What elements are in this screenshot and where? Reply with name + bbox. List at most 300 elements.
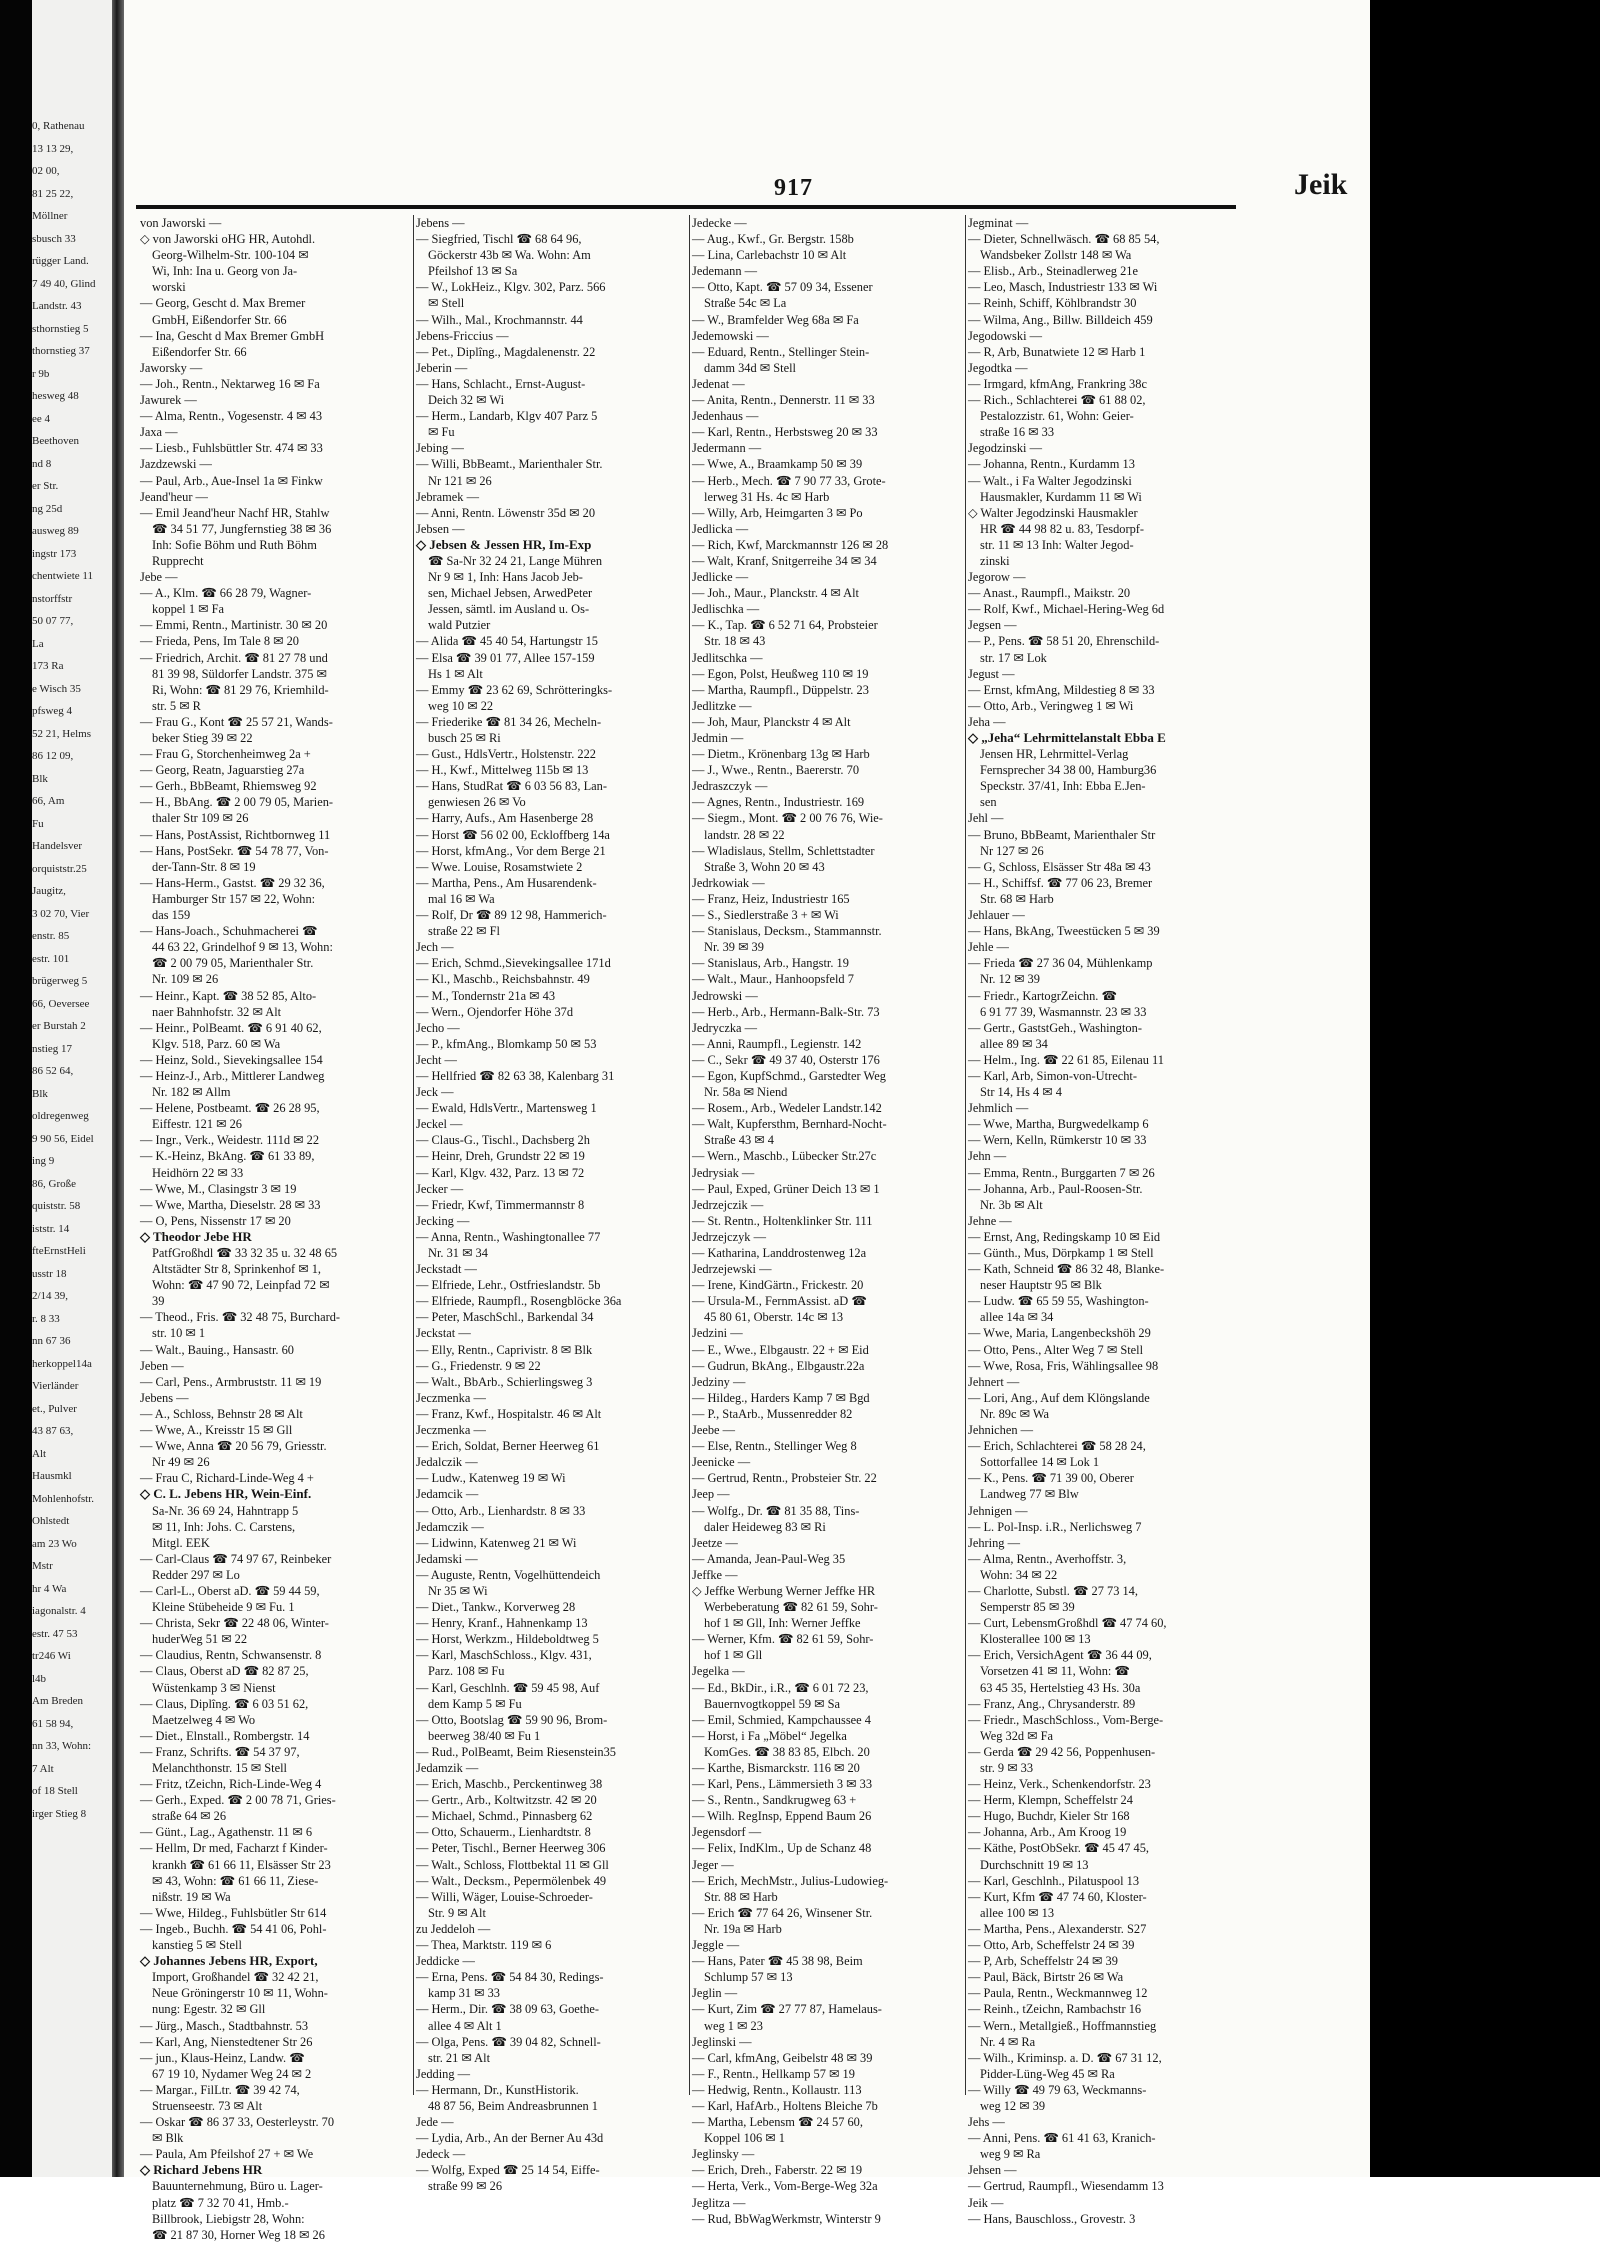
directory-entry: — Otto, Arb., Veringweg 1 ✉ Wi [968,698,1134,713]
directory-entry: Str. 9 ✉ Alt [428,1905,486,1920]
adjacent-page-text: Möllner [32,210,68,222]
directory-entry: 6 91 77 39, Wasmannstr. 23 ✉ 33 [980,1004,1147,1019]
adjacent-page-text: Vierländer [32,1380,79,1392]
directory-entry: straße 64 ✉ 26 [152,1809,227,1824]
directory-entry: Nr. 89c ✉ Wa [980,1406,1050,1421]
directory-entry: — Paul, Arb., Aue-Insel 1a ✉ Finkw [140,473,323,488]
directory-entry: Wohn: 34 ✉ 22 [980,1567,1058,1582]
directory-entry: — Walt., Schloss, Flottbektal 11 ✉ Gll [416,1857,609,1872]
directory-entry: str. 21 ✉ Alt [428,2050,491,2065]
directory-entry: — Kl., Maschb., Reichsbahnstr. 49 [416,972,590,987]
directory-entry: — Claus-G., Tischl., Dachsberg 2h [416,1133,590,1148]
directory-entry: — jun., Klaus-Heinz, Landw. ☎ [140,2050,305,2065]
adjacent-page-text: Blk [32,772,48,785]
directory-entry: — Gerda ☎ 29 42 56, Poppenhusen- [968,1744,1156,1759]
directory-entry: — Karl, MaschSchloss., Klgv. 431, [416,1648,592,1663]
directory-entry: — Karl, Rentn., Herbstsweg 20 ✉ 33 [692,425,878,440]
directory-entry: Jeenicke — [692,1455,751,1470]
directory-entry: — Friedr., KartogrZeichn. ☎ [968,988,1117,1003]
directory-entry: — Elisb., Arb., Steinadlerweg 21e [968,264,1138,279]
directory-entry: Jedraszczyk — [692,779,768,794]
directory-entry: Nr 9 ✉ 1, Inh: Hans Jacob Jeb- [428,570,583,585]
adjacent-page-text: 173 Ra [32,660,64,672]
directory-entry: — Eduard, Rentn., Stellinger Stein- [692,344,870,359]
directory-entry: — Otto, Pens., Alter Weg 7 ✉ Stell [968,1342,1144,1357]
directory-entry: Jedrowski — [692,988,758,1003]
directory-entry: Jedlicke — [692,570,749,585]
adjacent-page-text: Mstr [32,1560,53,1572]
adjacent-page-text: er Str. [32,480,59,492]
directory-entry: Jecker — [416,1181,464,1196]
directory-entry: Koppel 106 ✉ 1 [704,2131,785,2146]
directory-entry: — Irene, KindGärtn., Frickestr. 20 [692,1278,864,1293]
adjacent-page-text: Mohlenhofstr. [32,1492,95,1505]
directory-entry: — G., Friedenstr. 9 ✉ 22 [416,1358,541,1373]
directory-entry: — Franz, Kwf., Hospitalstr. 46 ✉ Alt [416,1406,602,1421]
directory-entry: ✉ 43, Wohn: ☎ 61 66 11, Ziese- [152,1873,319,1888]
directory-entry: — P., StaArb., Mussenredder 82 [692,1406,853,1421]
directory-entry: — H., Schiffsf. ☎ 77 06 23, Bremer [968,875,1153,890]
adjacent-page-text: nn 67 36 [32,1335,71,1347]
directory-entry: — Elfriede, Raumpfl., Rosengblöcke 36a [416,1294,622,1309]
adjacent-page-text: 2/14 39, [32,1290,69,1302]
adjacent-page-text: sbusch 33 [32,232,76,245]
directory-entry: — Hermann, Dr., KunstHistorik. [416,2082,579,2097]
adjacent-page-text: r 9b [32,367,50,380]
directory-entry: — Heinz-J., Arb., Mittlerer Landweg [140,1068,325,1083]
directory-entry: — Walt, Kranf, Snitgerreihe 34 ✉ 34 [692,553,877,568]
directory-entry: Jehnichen — [968,1423,1034,1438]
directory-entry: Jedermann — [692,441,762,456]
directory-entry: — Hans, Schlacht., Ernst-August- [416,376,586,391]
directory-entry: — Egon, KupfSchmd., Garstedter Weg [692,1068,886,1083]
directory-entry: kanstieg 5 ✉ Stell [152,1938,242,1953]
directory-entry: — Anni, Pens. ☎ 61 41 63, Kranich- [968,2131,1156,2146]
firm-entry: ◇ „Jeha“ Lehrmittelanstalt Ebba E [968,730,1166,745]
directory-entry: — Wern., Maschb., Lübecker Str.27c [692,1149,877,1164]
directory-entry: — O, Pens, Nissenstr 17 ✉ 20 [140,1213,291,1228]
directory-entry: Nr. 31 ✉ 34 [428,1246,488,1260]
directory-entry: koppel 1 ✉ Fa [152,602,224,617]
directory-entry: — Claus, Oberst aD ☎ 82 87 25, [140,1664,309,1679]
adjacent-page-text: La [32,637,44,650]
directory-entry: Sottorfallee 14 ✉ Lok 1 [980,1455,1100,1470]
directory-entry: beerweg 38/40 ✉ Fu 1 [428,1728,541,1743]
directory-entry: Durchschnitt 19 ✉ 13 [980,1857,1089,1872]
directory-entry: — Gerh., Exped. ☎ 2 00 78 71, Gries- [140,1793,336,1808]
directory-entry: — Hans-Joach., Schuhmacherei ☎ [140,924,318,939]
column-2 [416,215,686,2194]
directory-entry: — Ed., BkDir., i.R., ☎ 6 01 72 23, [692,1680,869,1695]
directory-entry: — Karl, HafArb., Holtens Bleiche 7b [692,2098,878,2113]
directory-entry: Nr. 3b ✉ Alt [980,1197,1043,1212]
directory-entry: — Elly, Rentn., Caprivistr. 8 ✉ Blk [416,1342,593,1357]
directory-entry: Jedlitzke — [692,698,752,713]
directory-entry: Wandsbeker Zollstr 148 ✉ Wa [980,248,1132,263]
directory-entry: — Anni, Raumpfl., Legienstr. 142 [692,1036,862,1051]
directory-entry: Bauernvogtkoppel 59 ✉ Sa [704,1696,840,1711]
directory-entry: — Wwe, Martha, Dieselstr. 28 ✉ 33 [140,1197,321,1212]
directory-entry: Jebens — [416,216,465,230]
directory-entry: Jehsen — [968,2163,1017,2178]
directory-entry: Nr 35 ✉ Wi [428,1583,488,1598]
directory-entry: Jede — [416,2115,454,2130]
directory-entry: — Stanislaus, Arb., Hangstr. 19 [692,956,849,971]
directory-entry: Jedeck — [416,2147,466,2162]
directory-entry: Jegorow — [968,570,1026,585]
directory-entry: 67 19 10, Nydamer Weg 24 ✉ 2 [152,2066,312,2081]
directory-entry: Jehmlich — [968,1101,1029,1116]
directory-entry: Jeglinsky — [692,2147,755,2162]
directory-entry: — Michael, Schmd., Pinnasberg 62 [416,1809,593,1824]
directory-entry: Jaworsky — [140,360,203,375]
directory-entry: Jedlischka — [692,602,760,617]
directory-entry: lerweg 31 Hs. 4c ✉ Harb [704,489,830,504]
directory-entry: hof 1 ✉ Gll, Inh: Werner Jeffke [704,1616,861,1631]
directory-entry: — Margar., FilLtr. ☎ 39 42 74, [140,2082,300,2097]
directory-entry: — Heinr., Kapt. ☎ 38 52 85, Alto- [140,988,317,1003]
directory-entry: — Friedrich, Archit. ☎ 81 27 78 und [140,650,328,665]
directory-entry: — Carl, Pens., Armbruststr. 11 ✉ 19 [140,1374,322,1389]
directory-entry: Hs 1 ✉ Alt [428,666,483,681]
directory-entry: Jebens-Friccius — [416,328,509,343]
directory-entry: der-Tann-Str. 8 ✉ 19 [152,859,256,874]
adjacent-page-text: 81 25 22, [32,187,74,200]
directory-entry: — Frieda, Pens, Im Tale 8 ✉ 20 [140,634,299,649]
directory-entry: — Karl, Klgv. 432, Parz. 13 ✉ 72 [416,1165,585,1180]
directory-entry: — Agnes, Rentn., Industriestr. 169 [692,795,865,810]
directory-entry: — Claudius, Rentn, Schwansenstr. 8 [140,1648,322,1663]
directory-entry: — Franz, Heiz, Industriestr 165 [692,891,850,906]
directory-entry: sen [980,795,997,810]
directory-entry: — Elfriede, Lehr., Ostfrieslandstr. 5b [416,1278,601,1293]
adjacent-page-text: estr. 101 [32,952,70,965]
adjacent-page-text: Hausmkl [32,1470,72,1482]
directory-entry: — F., Rentn., Hellkamp 57 ✉ 19 [692,2066,855,2081]
directory-entry: platz ☎ 7 32 70 41, Hmb.- [152,2195,289,2210]
directory-entry: Jazdzewski — [140,457,212,472]
directory-entry: 44 63 22, Grindelhof 9 ✉ 13, Wohn: [152,940,333,955]
directory-entry: — Rolf, Dr ☎ 89 12 98, Hammerich- [416,908,607,923]
directory-entry: Semperstr 85 ✉ 39 [980,1600,1075,1615]
directory-entry: — Walt., Maur., Hanhoopsfeld 7 [692,972,854,987]
directory-entry: Jedmin — [692,731,744,745]
adjacent-page-text: ng 25d [32,502,63,515]
directory-entry: — Hans, PostSekr. ☎ 54 78 77, Von- [140,843,329,858]
directory-entry: — Ernst, kfmAng, Mildestieg 8 ✉ 33 [968,682,1155,697]
directory-entry: Eiffestr. 121 ✉ 26 [152,1117,242,1132]
adjacent-page-text: estr. 47 53 [32,1627,78,1640]
directory-entry: — Emma, Rentn., Burggarten 7 ✉ 26 [968,1165,1155,1180]
directory-entry: Str. 18 ✉ 43 [704,634,766,649]
directory-entry: Jedamski — [416,1551,478,1566]
directory-entry: — Christa, Sekr ☎ 22 48 06, Winter- [140,1616,329,1631]
directory-entry: Jedrkowiak — [692,875,765,890]
directory-entry: — Erich, Dreh., Faberstr. 22 ✉ 19 [692,2163,863,2178]
directory-entry: — Ludw., Katenweg 19 ✉ Wi [416,1471,566,1486]
directory-entry: Landweg 77 ✉ Blw [980,1487,1079,1502]
directory-entry: Nr. 182 ✉ Allm [152,1085,231,1100]
directory-entry: — Rosem., Arb., Wedeler Landstr.142 [692,1101,882,1116]
directory-entry: — Kath, Schneid ☎ 86 32 48, Blanke- [968,1262,1165,1277]
directory-entry: Inh: Sofie Böhm und Ruth Böhm [152,537,317,552]
directory-entry: Pidder-Lüng-Weg 45 ✉ Ra [980,2066,1115,2081]
directory-entry: landstr. 28 ✉ 22 [704,827,785,842]
directory-entry: Jeffke — [692,1567,738,1582]
directory-entry: Jedlicka — [692,521,749,536]
directory-entry: — Herb., Mech. ☎ 7 90 77 33, Grote- [692,473,886,488]
directory-entry: Jeha — [968,714,1006,729]
directory-entry: Mitgl. EEK [152,1535,210,1550]
directory-entry: — Alida ☎ 45 40 54, Hartungstr 15 [416,634,599,649]
directory-entry: Jedecke — [692,216,747,230]
adjacent-page-text: 43 87 63, [32,1425,74,1437]
directory-entry: naer Bahnhofstr. 32 ✉ Alt [152,1004,282,1019]
directory-entry: — Siegm., Mont. ☎ 2 00 76 76, Wie- [692,811,883,826]
directory-entry: Altstädter Str 8, Sprinkenhof ✉ 1, [152,1262,322,1277]
directory-entry: GmbH, Eißendorfer Str. 66 [152,312,287,327]
directory-entry: — Heinr, Dreh, Grundstr 22 ✉ 19 [416,1149,585,1164]
directory-entry: — Wwe, Maria, Langenbeckshöh 29 [968,1326,1151,1341]
directory-entry: Jegodowski — [968,328,1042,343]
directory-entry: — Wern., Metallgieß., Hoffmannstieg [968,2018,1157,2033]
directory-entry: Jeggle — [692,1938,740,1953]
directory-entry: — Lori, Ang., Auf dem Klöngslande [968,1390,1150,1405]
directory-entry: — Theod., Fris. ☎ 32 48 75, Burchard- [140,1310,341,1325]
directory-entry: — Hugo, Buchdr, Kieler Str 168 [968,1809,1130,1824]
directory-entry: — Otto, Bootslag ☎ 59 90 96, Brom- [416,1712,608,1727]
firm-entry: ◇ Theodor Jebe HR [140,1228,252,1244]
directory-entry: Jedemann — [692,264,758,279]
directory-entry: kamp 31 ✉ 33 [428,1986,500,2001]
directory-entry: — J., Wwe., Rentn., Baererstr. 70 [692,763,860,778]
directory-entry: Klgv. 518, Parz. 60 ✉ Wa [152,1036,281,1051]
adjacent-page-text: ingstr 173 [32,547,77,560]
directory-entry: Jeck — [416,1085,454,1100]
directory-entry: — Franz, Ang., Chrysanderstr. 89 [968,1696,1136,1711]
adjacent-page-text: 50 07 77, [32,615,74,627]
directory-entry: 45 80 61, Oberstr. 14c ✉ 13 [704,1310,844,1325]
directory-entry: — Otto, Arb, Scheffelstr 24 ✉ 39 [968,1938,1135,1953]
adjacent-page-text: 86, Große [32,1177,76,1190]
directory-entry: weg 1 ✉ 23 [704,2018,763,2033]
directory-entry: Billbrook, Liebigstr 28, Wohn: [152,2211,305,2226]
directory-entry: — Diet., Tankw., Korverweg 28 [416,1600,576,1615]
directory-entry: — Hellm, Dr med, Facharzt f Kinder- [140,1841,328,1856]
directory-entry: Jegsen — [968,618,1017,633]
directory-entry: — P., kfmAng., Blomkamp 50 ✉ 53 [416,1036,597,1051]
directory-entry: 81 39 98, Süldorfer Landstr. 375 ✉ [152,666,327,681]
adjacent-page-text: er Burstah 2 [32,1020,86,1032]
directory-entry: — Herm., Dir. ☎ 38 09 63, Goethe- [416,2002,600,2017]
directory-entry: — Carl-L., Oberst aD. ☎ 59 44 59, [140,1583,320,1598]
directory-entry: — Georg, Gescht d. Max Bremer [140,296,306,311]
directory-entry: Heidhörn 22 ✉ 33 [152,1165,244,1180]
directory-entry: — Irmgard, kfmAng, Frankring 38c [968,376,1147,391]
directory-entry: Jegensdorf — [692,1825,762,1840]
directory-entry: Jebe — [140,570,178,585]
directory-entry: Jecking — [416,1213,470,1228]
directory-entry: mal 16 ✉ Wa [428,891,495,906]
adjacent-page-text: 0, Rathenau [32,120,85,132]
directory-entry: — Walt., BbArb., Schierlingsweg 3 [416,1374,593,1389]
directory-entry: — Wilh., Kriminsp. a. D. ☎ 67 31 12, [968,2050,1162,2065]
adjacent-page-text: 9 90 56, Eidel [32,1132,94,1145]
directory-entry: — Siegfried, Tischl ☎ 68 64 96, [416,232,582,247]
directory-entry: — Erich, MechMstr., Julius-Ludowieg- [692,1873,889,1888]
directory-entry: das 159 [152,908,191,923]
directory-entry: Jedrzejczyk — [692,1229,766,1244]
directory-entry: — Lina, Carlebachstr 10 ✉ Alt [692,248,847,263]
directory-entry: — Anita, Rentn., Dennerstr. 11 ✉ 33 [692,393,875,408]
directory-entry: — Wwe, Anna ☎ 20 56 79, Griesstr. [140,1439,327,1454]
directory-entry: — Paul, Exped, Grüner Deich 13 ✉ 1 [692,1181,880,1196]
directory-entry: worski [152,280,186,295]
directory-entry: genwiesen 26 ✉ Vo [428,795,526,810]
directory-entry: Jeckstadt — [416,1262,477,1277]
directory-entry: — Carl-Claus ☎ 74 97 67, Reinbeker [140,1551,332,1566]
directory-entry: — Diet., Elnstall., Rombergstr. 14 [140,1728,310,1743]
directory-entry: — Erich ☎ 77 64 26, Winsener Str. [692,1905,873,1920]
adjacent-page-text: thornstieg 37 [32,345,90,357]
directory-entry: daler Heideweg 83 ✉ Ri [704,1519,826,1534]
directory-entry: Jeebe — [692,1423,736,1438]
directory-entry: Jedrzejczik — [692,1197,764,1212]
directory-entry: Jedamczik — [416,1519,484,1534]
directory-entry: allee 4 ✉ Alt 1 [428,2018,502,2033]
adjacent-page-text: e Wisch 35 [32,682,81,695]
directory-entry: — Horst ☎ 56 02 00, Eckloffberg 14a [416,827,610,842]
directory-entry: Jeddicke — [416,1954,475,1969]
directory-entry: — S., Siedlerstraße 3 + ✉ Wi [692,908,839,923]
directory-entry: wald Putzier [428,618,491,633]
directory-entry: Jensen HR, Lehrmittel-Verlag [980,747,1129,762]
directory-entry: Nr 121 ✉ 26 [428,473,492,488]
adjacent-page-text: herkoppel14a [32,1357,92,1370]
directory-entry: — Hans, StudRat ☎ 6 03 56 83, Lan- [416,779,607,794]
directory-entry: — K., Pens. ☎ 71 39 00, Oberer [968,1471,1134,1486]
directory-entry: — K., Tap. ☎ 6 52 71 64, Probsteier [692,618,878,633]
directory-entry: Import, Großhandel ☎ 32 42 21, [152,1970,319,1985]
directory-entry: — Erich, Soldat, Berner Heerweg 61 [416,1439,600,1454]
adjacent-page-text: nn 33, Wohn: [32,1740,92,1752]
directory-entry: — Wladislaus, Stellm, Schlettstadter [692,843,875,858]
directory-entry: Jeczmenka — [416,1390,486,1405]
directory-entry: Jeberin — [416,360,468,375]
directory-entry: Wi, Inh: Ina u. Georg von Ja- [152,264,298,279]
directory-entry: — Jürg., Masch., Stadtbahnstr. 53 [140,2018,309,2033]
directory-entry: — Claus, Diplîng. ☎ 6 03 51 62, [140,1696,309,1711]
directory-entry: — Wwe, M., Clasingstr 3 ✉ 19 [140,1181,297,1196]
adjacent-page-text: 13 13 29, [32,142,74,155]
directory-entry: — Kurt, Zim ☎ 27 77 87, Hamelaus- [692,2002,882,2017]
header-rule [136,205,1236,209]
directory-entry: — Anna, Rentn., Washingtonallee 77 [416,1229,601,1244]
adjacent-page-text: quiststr. 58 [32,1200,81,1212]
directory-entry: — Paul, Bäck, Birtstr 26 ✉ Wa [968,1970,1124,1985]
directory-entry: — Liesb., Fuhlsbüttler Str. 474 ✉ 33 [140,441,323,456]
adjacent-page-text: 7 49 40, Glind [32,277,96,290]
directory-entry: — Henry, Kranf., Hahnenkamp 13 [416,1616,588,1631]
adjacent-page-text: Handelsver [32,840,83,852]
firm-entry: ◇ von Jaworski oHG HR, Autohdl. [140,232,316,247]
adjacent-page-text: pfsweg 4 [32,705,73,717]
directory-entry: — Horst, i Fa „Möbel“ Jegelka [692,1728,847,1743]
directory-entry: Jeckel — [416,1117,463,1132]
directory-entry: — Herta, Verk., Vom-Berge-Weg 32a [692,2179,878,2194]
directory-entry: straße 99 ✉ 26 [428,2179,503,2194]
directory-entry: — Joh., Rentn., Nektarweg 16 ✉ Fa [140,376,320,391]
directory-entry: — Olga, Pens. ☎ 39 04 82, Schnell- [416,2034,601,2049]
directory-entry: — Auguste, Rentn, Vogelhüttendeich [416,1567,601,1582]
directory-entry: — Leo, Masch, Industriestr 133 ✉ Wi [968,280,1158,295]
directory-entry: Jehlauer — [968,908,1025,923]
directory-entry: ✉ Blk [152,2131,184,2146]
directory-entry: Jeand'heur — [140,489,208,504]
directory-entry: — Hedwig, Rentn., Kollaustr. 113 [692,2082,862,2097]
directory-entry: — Johanna, Arb., Paul-Roosen-Str. [968,1181,1143,1196]
directory-entry: Rupprecht [152,553,204,568]
directory-entry: thaler Str 109 ✉ 26 [152,811,249,826]
directory-entry: — Otto, Arb., Lienhardstr. 8 ✉ 33 [416,1503,586,1518]
directory-entry: sen, Michael Jebsen, ArwedPeter [428,586,593,601]
adjacent-page-text: tr246 Wi [32,1650,71,1662]
directory-entry: — Martha, Raumpfl., Düppelstr. 23 [692,682,869,697]
directory-entry: zinski [980,553,1010,568]
adjacent-page-text: 66, Am [32,795,65,807]
adjacent-page-text: brügerweg 5 [32,975,88,987]
directory-entry: — Erich, Schlachterei ☎ 58 28 24, [968,1439,1146,1454]
directory-entry: Nr. 12 ✉ 39 [980,972,1040,987]
directory-entry: Jehnigen — [968,1503,1028,1518]
directory-entry: — Emil Jeand'heur Nachf HR, Stahlw [140,505,330,520]
directory-entry: — Willy, Arb, Heimgarten 3 ✉ Po [692,505,863,520]
adjacent-page-text: Am Breden [32,1695,84,1707]
directory-entry: 39 [152,1294,165,1309]
scan-border-right [1370,0,1600,2177]
directory-entry: busch 25 ✉ Ri [428,731,501,745]
directory-entry: Jedemowski — [692,328,769,343]
directory-entry: — Frau G., Kont ☎ 25 57 21, Wands- [140,714,333,729]
directory-entry: — Wolfg., Dr. ☎ 81 35 88, Tins- [692,1503,860,1518]
adjacent-page-text: Fu [32,817,44,830]
directory-entry: — Willy ☎ 49 79 63, Weckmanns- [968,2082,1147,2097]
directory-entry: Jedamcik — [416,1487,479,1502]
directory-entry: Neue Gröningerstr 10 ✉ 11, Wohn- [152,1986,328,2001]
directory-entry: — Wern, Kelln, Rümkerstr 10 ✉ 33 [968,1133,1147,1148]
directory-entry: — Walt., Bauing., Hansastr. 60 [140,1342,294,1357]
directory-entry: Parz. 108 ✉ Fu [428,1664,505,1679]
adjacent-page-text: ee 4 [32,412,51,425]
directory-entry: Jehs — [968,2115,1005,2130]
directory-entry: beker Stieg 39 ✉ 22 [152,731,253,745]
adjacent-page-text: of 18 Stell [32,1785,78,1797]
directory-entry: — St. Rentn., Holtenklinker Str. 111 [692,1213,873,1228]
directory-entry: — Herm, Klempn, Scheffelstr 24 [968,1793,1133,1808]
directory-entry: Hausmakler, Kurdamm 11 ✉ Wi [980,489,1142,504]
directory-entry: — Karl, Pens., Lämmersieth 3 ✉ 33 [692,1777,873,1792]
directory-entry: — Hellfried ☎ 82 63 38, Kalenbarg 31 [416,1068,615,1083]
directory-entry: Jeglinski — [692,2034,752,2049]
directory-entry: — Charlotte, Substl. ☎ 27 73 14, [968,1583,1138,1598]
directory-entry: Speckstr. 37/41, Inh: Ebba E.Jen- [980,779,1146,794]
directory-entry: — Gudrun, BkAng., Elbgaustr.22a [692,1358,865,1373]
directory-entry: neser Hauptstr 95 ✉ Blk [980,1278,1102,1293]
directory-entry: — Hildeg., Harders Kamp 7 ✉ Bgd [692,1390,870,1405]
directory-entry: — Gertrud, Rentn., Probsteier Str. 22 [692,1471,877,1486]
directory-entry: Jeik — [968,2195,1004,2210]
directory-entry: — Friedr., MaschSchloss., Vom-Berge- [968,1712,1164,1727]
